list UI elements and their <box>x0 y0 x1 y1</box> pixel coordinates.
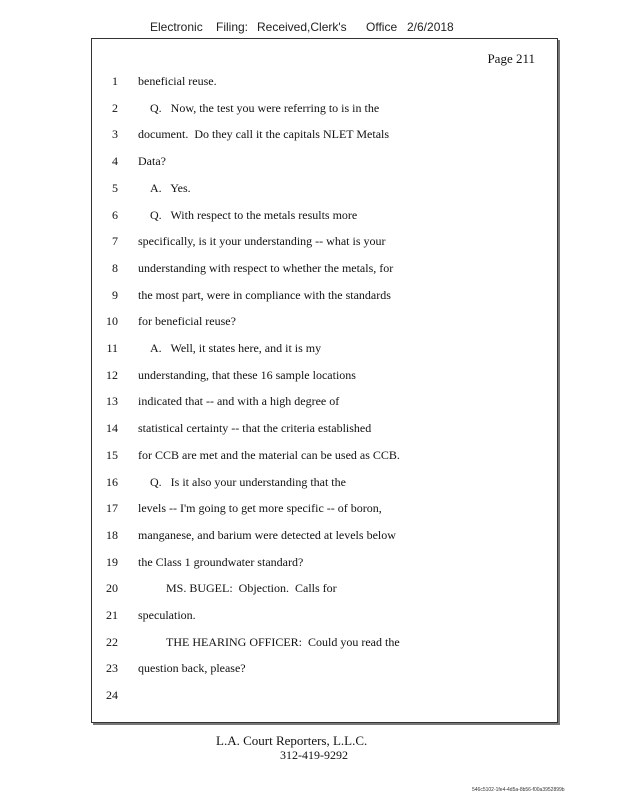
line-text: A. Yes. <box>150 180 191 195</box>
header-date: 2/6/2018 <box>407 20 454 34</box>
transcript-line <box>92 526 557 544</box>
line-text: statistical certainty -- that the criteria established <box>138 421 372 436</box>
line-text: document. Do they call it the capitals NLET Metals <box>138 127 390 142</box>
transcript-line <box>92 606 557 624</box>
transcript-line <box>92 152 557 170</box>
line-number: 2 <box>112 100 118 115</box>
line-text: MS. BUGEL: Objection. Calls for <box>166 581 337 596</box>
transcript-line <box>92 339 557 357</box>
transcript-line <box>92 473 557 491</box>
header-received: Received,Clerk's <box>257 20 347 34</box>
transcript-line <box>92 579 557 597</box>
transcript-page <box>91 38 558 723</box>
line-number: 22 <box>106 634 118 649</box>
transcript-line <box>92 312 557 330</box>
line-number: 14 <box>106 421 118 436</box>
transcript-line <box>92 446 557 464</box>
line-text: specifically, is it your understanding -- what is your <box>138 234 386 249</box>
line-text: the Class 1 groundwater standard? <box>138 554 304 569</box>
line-text: for beneficial reuse? <box>138 314 236 329</box>
line-number: 10 <box>106 314 118 329</box>
transcript-line <box>92 499 557 517</box>
line-number: 3 <box>112 127 118 142</box>
line-number: 1 <box>112 74 118 88</box>
transcript-line <box>92 206 557 224</box>
line-text: A. Well, it states here, and it is my <box>150 341 322 355</box>
transcript-line <box>92 125 557 143</box>
line-number: 23 <box>106 661 118 676</box>
transcript-line <box>92 392 557 410</box>
line-number: 12 <box>106 367 118 382</box>
transcript-line <box>92 286 557 304</box>
transcript-line <box>92 179 557 197</box>
line-text: Q. With respect to the metals results more <box>150 207 358 222</box>
line-number: 17 <box>106 501 118 516</box>
line-text: Q. Is it also your understanding that the <box>150 474 346 489</box>
line-text: speculation. <box>138 608 196 622</box>
line-number: 4 <box>112 154 118 169</box>
line-number: 13 <box>106 394 118 409</box>
line-number: 21 <box>106 608 118 622</box>
line-text: indicated that -- and with a high degree of <box>138 394 340 409</box>
line-text: question back, please? <box>138 661 246 676</box>
line-text: for CCB are met and the material can be used as CCB. <box>138 447 400 462</box>
line-number: 20 <box>106 581 118 596</box>
header-electronic: Electronic <box>150 20 203 34</box>
document-id: 546c5102-1fe4-4d5a-8b56-f00a3952899b <box>472 787 565 793</box>
line-number: 7 <box>112 234 118 249</box>
transcript-line <box>92 259 557 277</box>
transcript-line <box>92 659 557 677</box>
line-number: 16 <box>106 474 118 489</box>
transcript-line <box>92 232 557 250</box>
transcript-line <box>92 553 557 571</box>
line-number: 5 <box>112 180 118 195</box>
line-text: understanding, that these 16 sample locations <box>138 367 356 382</box>
line-number: 18 <box>106 527 118 542</box>
line-number: 9 <box>112 287 118 302</box>
line-number: 19 <box>106 554 118 569</box>
line-text: beneficial reuse. <box>138 74 217 88</box>
line-text: understanding with respect to whether the metals, for <box>138 260 394 275</box>
reporter-company: L.A. Court Reporters, L.L.C. <box>216 733 368 748</box>
line-number: 8 <box>112 260 118 275</box>
line-number: 15 <box>106 447 118 462</box>
header-filing: Filing: <box>216 20 249 34</box>
reporter-phone: 312-419-9292 <box>280 748 348 762</box>
header-office: Office <box>366 20 398 34</box>
transcript-line <box>92 72 557 90</box>
line-text: the most part, were in compliance with the standards <box>138 287 391 302</box>
line-text: Data? <box>138 154 166 169</box>
line-text: manganese, and barium were detected at levels below <box>138 527 396 542</box>
transcript-line <box>92 633 557 651</box>
transcript-line <box>92 366 557 384</box>
line-text: THE HEARING OFFICER: Could you read the <box>166 634 400 649</box>
line-number: 11 <box>106 341 118 355</box>
transcript-line <box>92 99 557 117</box>
line-text: Q. Now, the test you were referring to is in the <box>150 100 380 115</box>
line-number: 6 <box>112 207 118 222</box>
page-number: Page 211 <box>487 51 535 66</box>
line-text: levels -- I'm going to get more specific -- of boron, <box>138 501 382 516</box>
line-number: 24 <box>106 688 118 703</box>
transcript-line <box>92 419 557 437</box>
transcript-line <box>92 686 557 704</box>
